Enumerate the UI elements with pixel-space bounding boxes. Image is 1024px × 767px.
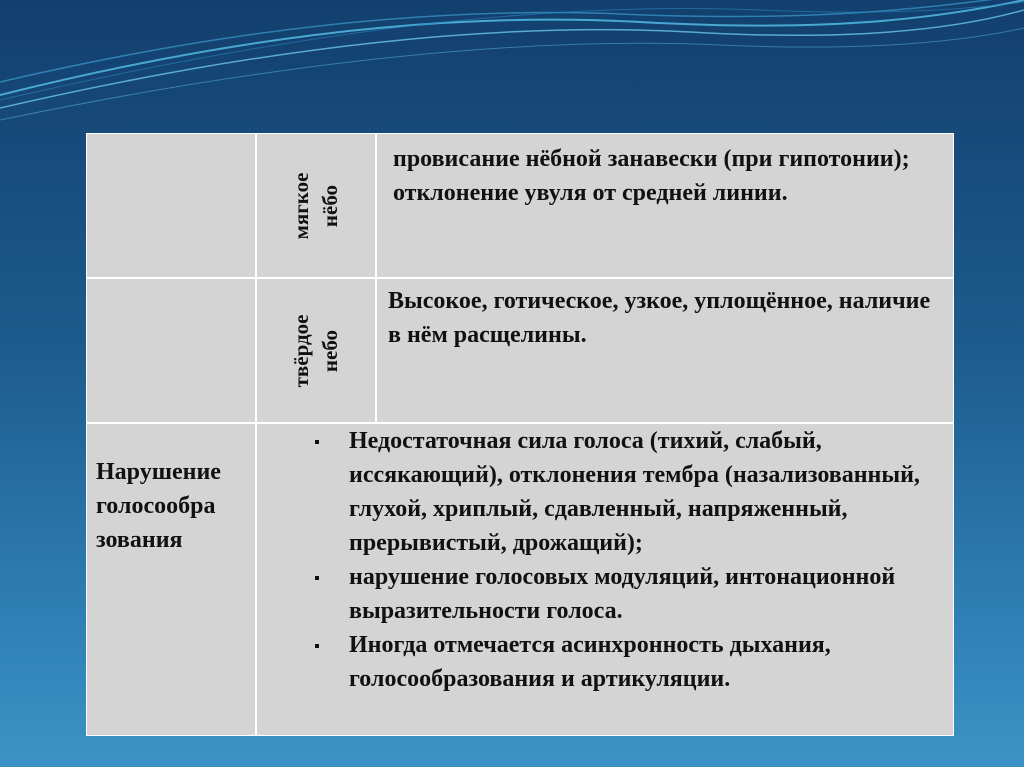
row1-line-1: провисание нёбной занавески (при гипотонии);	[393, 146, 910, 172]
bullet-item: Иногда отмечается асинхронность дыхания, голосообразования и артикуляции.	[297, 628, 937, 696]
row2-category-cell	[86, 278, 256, 423]
row2-organ-label: твёрдое небо	[289, 314, 342, 387]
row1-category-cell	[86, 133, 256, 278]
bullet-square-icon	[315, 576, 319, 580]
row3-description-cell	[256, 423, 954, 736]
row1-organ-label: мягкое нёбо	[289, 172, 342, 239]
row1-description	[390, 142, 940, 210]
bullet-square-icon	[315, 644, 319, 648]
bullet-item: нарушение голосовых модуляций, интонационной выразительности голоса.	[297, 560, 937, 628]
row2-organ-cell	[256, 278, 376, 423]
row3-bullet-list	[297, 424, 937, 696]
bullet-square-icon	[315, 440, 319, 444]
row1-organ-cell	[256, 133, 376, 278]
row2-description-cell	[376, 278, 954, 423]
row1-description-cell	[376, 133, 954, 278]
decorative-wave	[0, 0, 1024, 140]
row3-category-cell	[86, 423, 256, 736]
bullet-item: Недостаточная сила голоса (тихий, слабый, иссякающий), отклонения тембра (назализованный, глухой, хриплый, сдавленный, напряженный, прерывистый, дрожащий);	[297, 424, 937, 560]
row2-description: Высокое, готическое, узкое, уплощённое, наличие в нём расщелины.	[388, 288, 931, 348]
symptoms-table	[86, 133, 954, 736]
row1-line-2: отклонение увуля от средней линии.	[393, 180, 788, 206]
row3-category-label: Нарушение голосообра зования	[96, 459, 221, 553]
